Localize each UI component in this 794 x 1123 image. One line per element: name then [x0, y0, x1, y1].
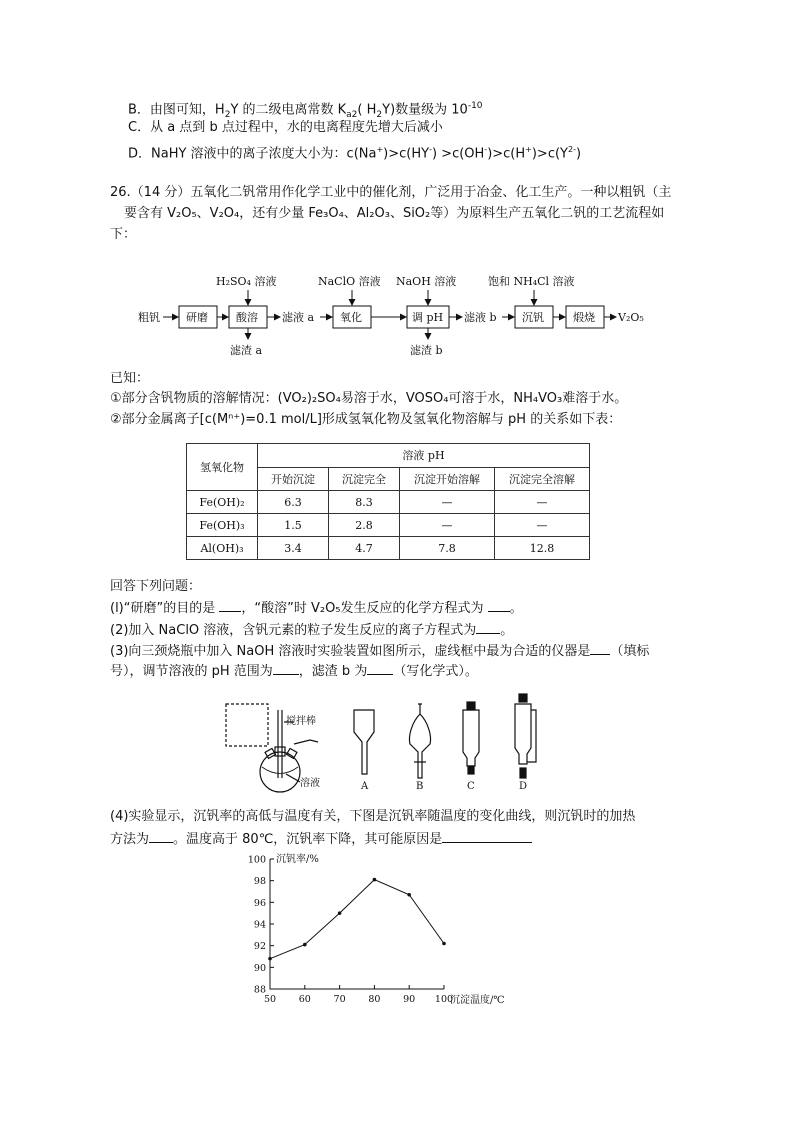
row-name: Fe(OH)₂: [187, 491, 258, 514]
data-point: [407, 893, 411, 897]
option-c: C．从 a 点到 b 点过程中，水的电离程度先增大后减小: [128, 120, 443, 135]
y-tick-label: 96: [253, 897, 266, 909]
residue-a: 滤渣 a: [230, 344, 263, 357]
flow-step-acid: 酸溶: [236, 311, 258, 324]
flow-filtrate-b: 滤液 b: [464, 311, 497, 324]
option-label-d: D: [519, 781, 528, 792]
question-3-line2: 号），调节溶液的 pH 范围为 ，滤渣 b 为 （写化学式）。: [110, 661, 478, 681]
question-4-line2: 方法为 。温度高于 80℃，沉钒率下降，其可能原因是: [110, 829, 532, 849]
cell: 12.8: [495, 537, 590, 560]
cell: —: [495, 514, 590, 537]
col-header: 开始沉淀: [258, 467, 329, 491]
dashed-box: [226, 704, 268, 746]
y-tick-label: 94: [253, 919, 266, 931]
table-corner-header: 氢氧化物: [187, 444, 258, 491]
known-item2: ②部分金属离子[c(Mⁿ⁺)=0.1 mol/L]形成氢氧化物及氢氧化物溶解与 pH 的关系如下表：: [110, 412, 622, 427]
data-point: [338, 911, 342, 915]
answer-blank[interactable]: [219, 598, 241, 612]
known-item1: ①部分含钒物质的溶解情况：(VO₂)₂SO₄易溶于水，VOSO₄可溶于水，NH₄VO₃难溶于水。: [110, 391, 628, 406]
flow-filtrate-a: 滤液 a: [282, 311, 315, 324]
reagent-naoh: NaOH 溶液: [396, 275, 457, 288]
option-label-a: A: [361, 781, 369, 792]
answer-blank[interactable]: [367, 661, 393, 675]
answer-blank[interactable]: [590, 641, 610, 655]
row-name: Fe(OH)₃: [187, 514, 258, 537]
separatory-funnel-b: [409, 704, 430, 778]
reagent-nh4cl: 饱和 NH₄Cl 溶液: [488, 275, 575, 288]
flow-step-oxidize: 氧化: [340, 311, 362, 324]
process-flowchart: [130, 266, 660, 362]
answer-blank[interactable]: [488, 598, 510, 612]
row-name: Al(OH)₃: [187, 537, 258, 560]
precipitation-rate-chart: [236, 848, 526, 1014]
q26-intro-line2: 要含有 V₂O₅、V₂O₄，还有少量 Fe₃O₄、Al₂O₃、SiO₂等）为原料生产五氧化二钒的工艺流程如: [124, 206, 665, 221]
pressure-funnel-d: [515, 704, 531, 764]
option-label-b: B: [416, 781, 424, 792]
flow-product: V₂O₅: [618, 311, 644, 324]
flow-step-precip: 沉钒: [522, 311, 544, 324]
x-tick-label: 80: [368, 994, 381, 1005]
answer-blank[interactable]: [273, 661, 299, 675]
answer-blank[interactable]: [476, 620, 500, 634]
answer-blank[interactable]: [442, 829, 532, 843]
cell: 2.8: [329, 514, 400, 537]
series-line: [270, 880, 444, 959]
chart-axes: [270, 859, 444, 989]
question-4-line1: (4)实验显示，沉钒率的高低与温度有关，下图是沉钒率随温度的变化曲线，则沉钒时的加热: [110, 809, 636, 824]
label-solution: 溶液: [300, 778, 320, 789]
y-axis-label: 沉钒率/%: [276, 854, 319, 865]
flow-step-grind: 研磨: [186, 311, 208, 324]
ph-table: [186, 443, 590, 560]
cell: 1.5: [258, 514, 329, 537]
q26-intro-line1: 26.（14 分）五氧化二钒常用作化学工业中的催化剂，广泛用于冶金、化工生产。一种以粗钒（主: [110, 185, 672, 200]
cylinder-c: [463, 710, 479, 766]
questions-heading: 回答下列问题：: [110, 579, 202, 594]
question-3-line1: (3)向三颈烧瓶中加入 NaOH 溶液时实验装置如图所示，虚线框中最为合适的仪器是 （填标: [110, 641, 649, 661]
cell: 6.3: [258, 491, 329, 514]
data-point: [303, 943, 307, 947]
cell: 3.4: [258, 537, 329, 560]
reagent-naclo: NaClO 溶液: [318, 275, 381, 288]
answer-blank[interactable]: [149, 829, 173, 843]
y-tick-label: 90: [253, 962, 266, 974]
known-heading: 已知：: [110, 371, 150, 386]
flow-step-calcine: 煅烧: [573, 311, 595, 324]
y-tick-label: 98: [253, 876, 266, 888]
x-tick-label: 60: [298, 994, 311, 1005]
data-point: [268, 957, 272, 961]
table-row: [187, 537, 590, 560]
residue-b: 滤渣 b: [410, 344, 443, 357]
y-tick-label: 92: [253, 941, 266, 953]
data-point: [373, 878, 377, 882]
x-tick-label: 90: [403, 994, 416, 1005]
q26-intro-line3: 下：: [110, 227, 137, 242]
cell: 8.3: [329, 491, 400, 514]
table-group-header: 溶液 pH: [258, 444, 590, 468]
option-d: D．NaHY 溶液中的离子浓度大小为：$c(Na^+)>c(HY^-) >c(OH^-)>c(H^+)>c(Y^{2-})$: [128, 145, 582, 162]
option-label-c: C: [467, 781, 475, 792]
cell: —: [495, 491, 590, 514]
col-header: 沉淀完全溶解: [495, 467, 590, 491]
cell: 4.7: [329, 537, 400, 560]
flow-start: 粗钒: [138, 311, 160, 324]
apparatus-figure: [222, 692, 552, 794]
label-stir-rod: 搅拌棒: [286, 716, 316, 727]
cell: 7.8: [400, 537, 495, 560]
y-tick-label: 100: [247, 854, 266, 866]
question-2: (2)加入 NaClO 溶液，含钒元素的粒子发生反应的离子方程式为 。: [110, 620, 513, 640]
x-axis-label: 沉淀温度/℃: [450, 995, 505, 1006]
table-row: [187, 491, 590, 514]
x-tick-label: 50: [263, 994, 277, 1005]
funnel-a: [354, 710, 374, 774]
x-tick-label: 70: [333, 994, 346, 1005]
reagent-h2so4: H₂SO₄ 溶液: [216, 275, 277, 288]
flow-step-ph: 调 pH: [412, 311, 444, 324]
cell: —: [400, 514, 495, 537]
cell: —: [400, 491, 495, 514]
col-header: 沉淀完全: [329, 467, 400, 491]
x-tick-label: 100: [434, 994, 454, 1005]
col-header: 沉淀开始溶解: [400, 467, 495, 491]
question-1: (l)“研磨”的目的是 ，“酸溶”时 V₂O₅发生反应的化学方程式为 。: [110, 598, 523, 618]
y-tick-label: 88: [253, 984, 266, 996]
option-b: B．由图可知，$H_2Y$ 的二级电离常数 $K_{a2}$( $H_2Y$)数量级为 $10^{-10}$: [128, 101, 483, 120]
data-point: [442, 942, 446, 946]
table-row: [187, 514, 590, 537]
